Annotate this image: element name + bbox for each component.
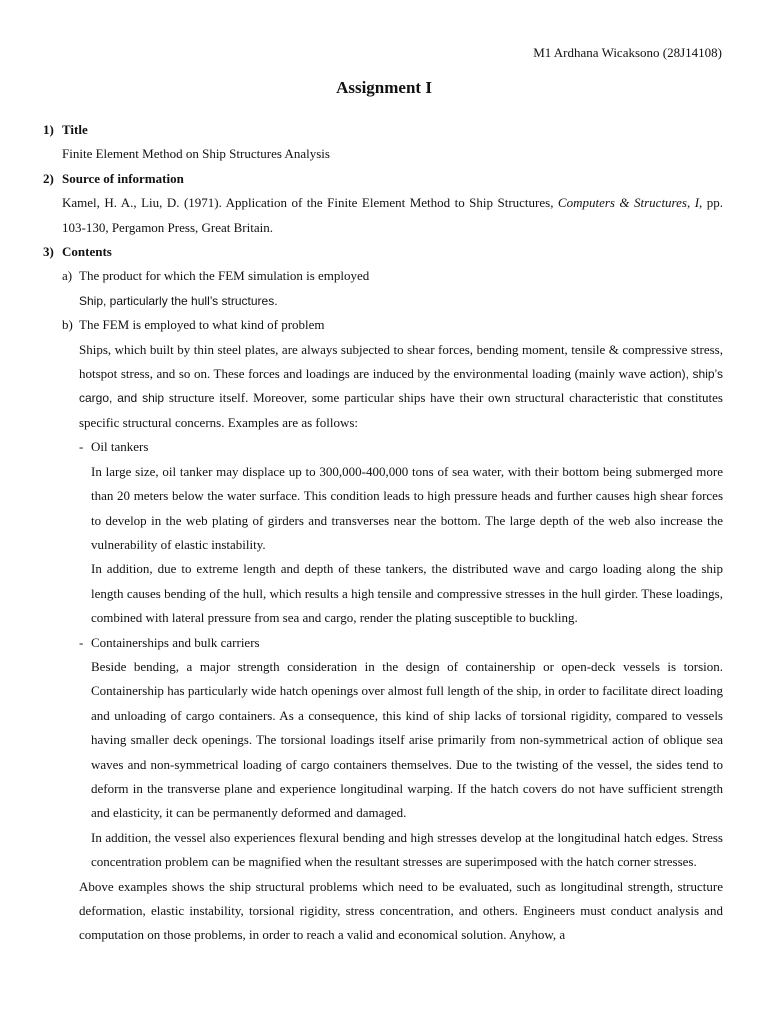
bullet-oil-tankers: - Oil tankers (79, 439, 149, 455)
document-body (43, 118, 723, 948)
section-source-heading: 2) Source of information (43, 170, 184, 186)
bullet-containerships: - Containerships and bulk carriers (79, 634, 260, 650)
journal-volume: I (694, 195, 700, 211)
journal-name: Computers & Structures (557, 195, 687, 211)
oil-tankers-paragraph-1: In large size, oil tanker may displace up to 300,000-400,000 tons of sea water, with their bottom being submerged more than 20 meters below the water surface. This condition leads to high pressure heads and further causes high shear forces to develop in the web plating of girders and transverses near the bottom. The large depth of the web also increase the vulnerability of elastic instability. (91, 463, 723, 552)
question-a: a) The product for which the FEM simulation is employed (62, 268, 370, 284)
section-source-text: Kamel, H. A., Liu, D. (1971). Application of the Finite Element Method to Ship Structures, Computers & Structures, I, pp. 103-130, Pergamon Press, Great Britain. (62, 195, 723, 235)
answer-b-intro: Ships, which built by thin steel plates, are always subjected to shear forces, bending moment, tensile & compressive stress, hotspot stress, and so on. These forces and loadings are induced by the environmental loading (mainly wave action), ship’s cargo, and ship structure itself. Moreover, some particular ships have their own structural characteristic that constitutes specific structural concerns. Examples are as follows: (79, 341, 723, 430)
question-b: b) The FEM is employed to what kind of problem (62, 317, 325, 333)
oil-tankers-paragraph-2: In addition, due to extreme length and depth of these tankers, the distributed wave and cargo loading along the ship length causes bending of the hull, which results a high tensile and compressive stresses in the hull girder. These loadings, combined with lateral pressure from sea and cargo, render the plating susceptible to buckling. (91, 561, 723, 626)
answer-a: Ship, particularly the hull’s structures. (79, 293, 278, 308)
containerships-paragraph-1: Beside bending, a major strength consideration in the design of containership or open-deck vessels is torsion. Containership has particularly wide hatch openings over almost full length of the ship, in order to facilitate direct loading and unloading of cargo containers. As a consequence, this kind of ship lacks of torsional rigidity, compared to vessels having smaller deck openings. The torsional loadings itself arise primarily from non-symmetrical action of oblique sea waves and non-symmetrical loading of cargo containers themselves. Due to the twisting of the vessel, the sides tend to deform in the transverse plane and experience longitudinal warping. If the hatch covers do not have sufficient strength and elasticity, it can be permanently deformed and damaged. (91, 658, 723, 821)
summary-paragraph: Above examples shows the ship structural problems which need to be evaluated, such as longitudinal strength, structure deformation, elastic instability, torsional rigidity, stress concentration, and others. Engineers must conduct analysis and computation on those problems, in order to reach a valid and economical solution. Anyhow, a (79, 878, 723, 943)
page-title: Assignment I (336, 78, 432, 97)
section-title-heading: 1) Title (43, 122, 88, 137)
containerships-paragraph-2: In addition, the vessel also experiences flexural bending and high stresses develop at the longitudinal hatch edges. Stress concentration problem can be magnified when the resultant stresses are superimposed with the hatch corner stresses. (91, 829, 723, 870)
author-line: M1 Ardhana Wicaksono (28J14108) (533, 45, 722, 60)
section-contents-heading: 3) Contents (43, 244, 112, 260)
section-title-text: Finite Element Method on Ship Structures Analysis (62, 146, 330, 162)
